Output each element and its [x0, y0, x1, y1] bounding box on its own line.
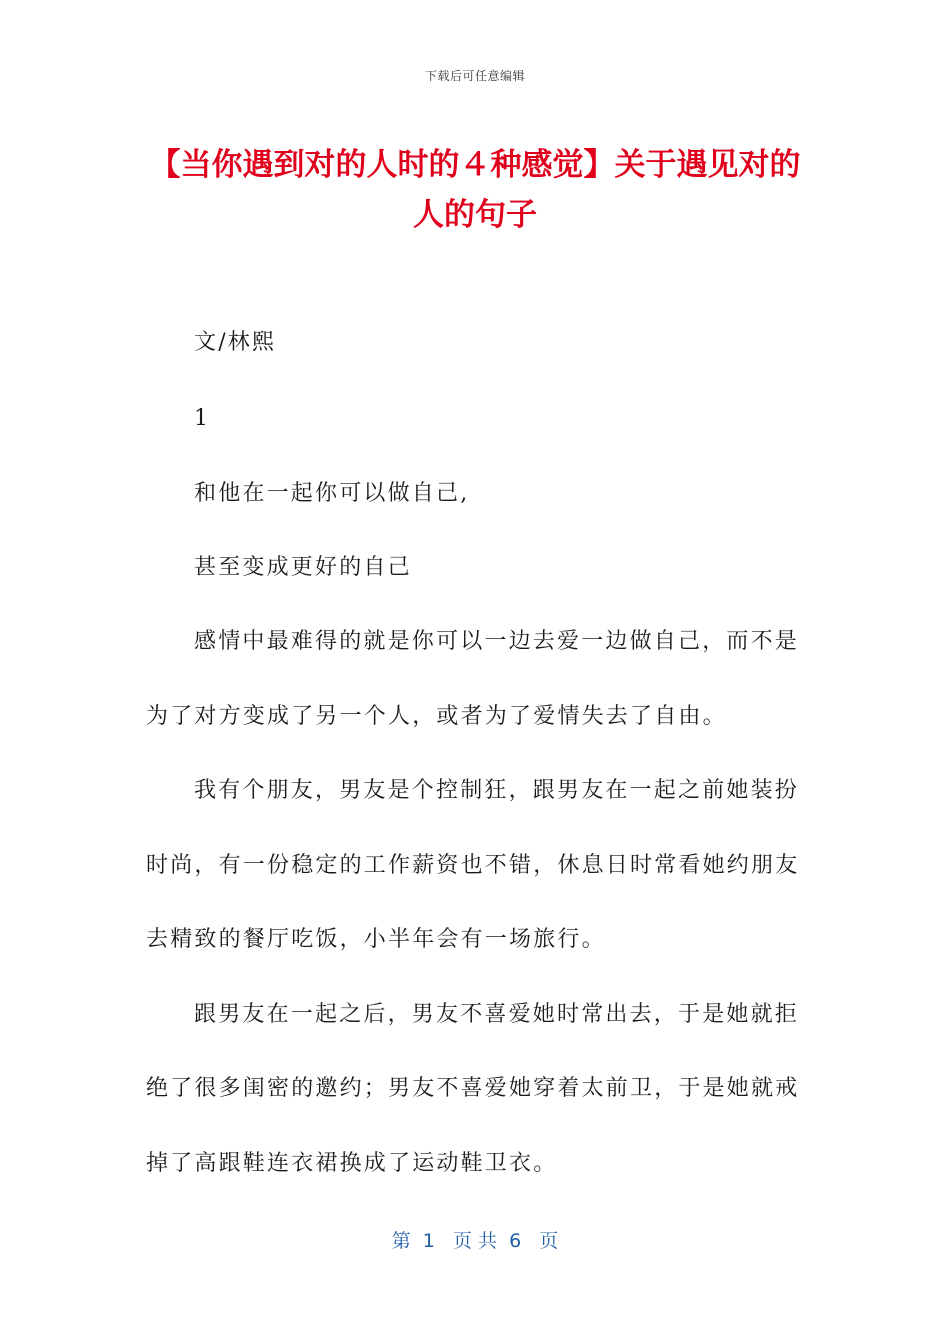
paragraph-line: 甚至变成更好的自己: [194, 555, 412, 580]
paragraph-line: 和他在一起你可以做自己,: [194, 481, 470, 506]
paragraph-line: 去精致的餐厅吃饭，小半年会有一场旅行。: [146, 927, 606, 952]
paragraph-line: 为了对方变成了另一个人，或者为了爱情失去了自由。: [146, 704, 727, 729]
paragraph-line: 跟男友在一起之后，男友不喜爱她时常出去，于是她就拒: [194, 1002, 800, 1027]
paragraph-line: 掉了高跟鞋连衣裙换成了运动鞋卫衣。: [146, 1151, 558, 1176]
author-line: 文/林熙: [194, 330, 277, 355]
section-number: 1: [194, 406, 211, 431]
page-number-footer: 第 1 页 共 6 页: [391, 1230, 559, 1252]
paragraph-line: 绝了很多闺密的邀约；男友不喜爱她穿着太前卫，于是她就戒: [146, 1076, 800, 1101]
document-title: 【当你遇到对的人时的４种感觉】关于遇见对的人的句子: [149, 147, 801, 233]
paragraph-line: 时尚，有一份稳定的工作薪资也不错，休息日时常看她约朋友: [146, 853, 800, 878]
paragraph-line: 我有个朋友，男友是个控制狂，跟男友在一起之前她装扮: [194, 778, 800, 803]
paragraph-line: 感情中最难得的就是你可以一边去爱一边做自己，而不是: [194, 629, 800, 654]
header-note: 下载后可任意编辑: [424, 69, 525, 83]
